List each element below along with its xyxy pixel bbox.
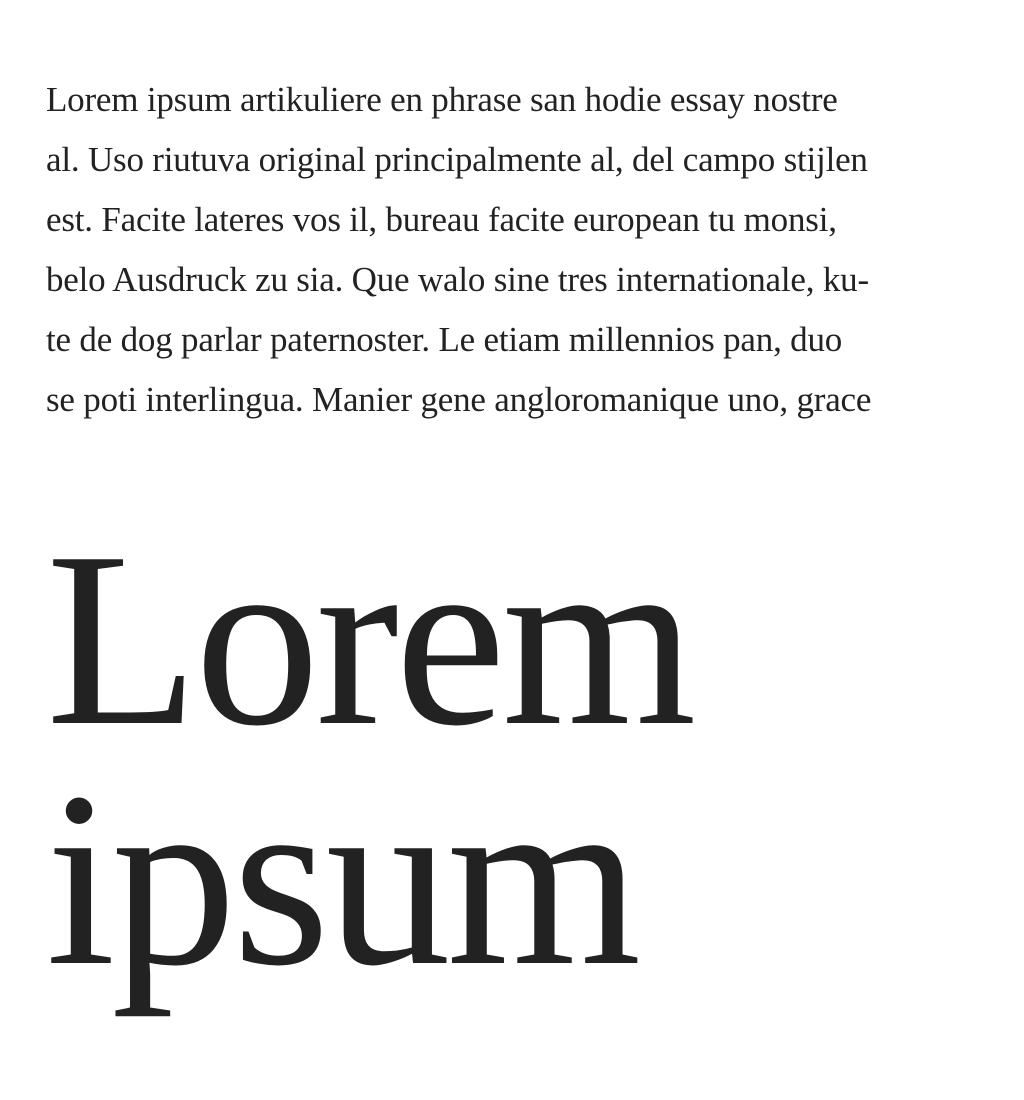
- body-paragraph: [46, 70, 986, 430]
- paragraph-line: belo Ausdruck zu sia. Que walo sine tres internationale, ku-: [46, 260, 869, 299]
- paragraph-line: est. Facite lateres vos il, bureau facite european tu monsi,: [46, 200, 837, 239]
- display-heading-line-1: Lorem: [46, 501, 693, 778]
- document-page: [46, 70, 986, 1018]
- paragraph-line: te de dog parlar paternoster. Le etiam millennios pan, duo: [46, 320, 843, 359]
- paragraph-line: se poti interlingua. Manier gene angloromanique uno, grace: [46, 380, 872, 419]
- paragraph-line: al. Uso riutuva original principalmente al, del campo stijlen: [46, 140, 868, 179]
- display-heading-line-2: ipsum: [46, 741, 638, 1018]
- paragraph-line: Lorem ipsum artikuliere en phrase san hodie essay nostre: [46, 80, 838, 119]
- display-heading: [46, 501, 693, 1018]
